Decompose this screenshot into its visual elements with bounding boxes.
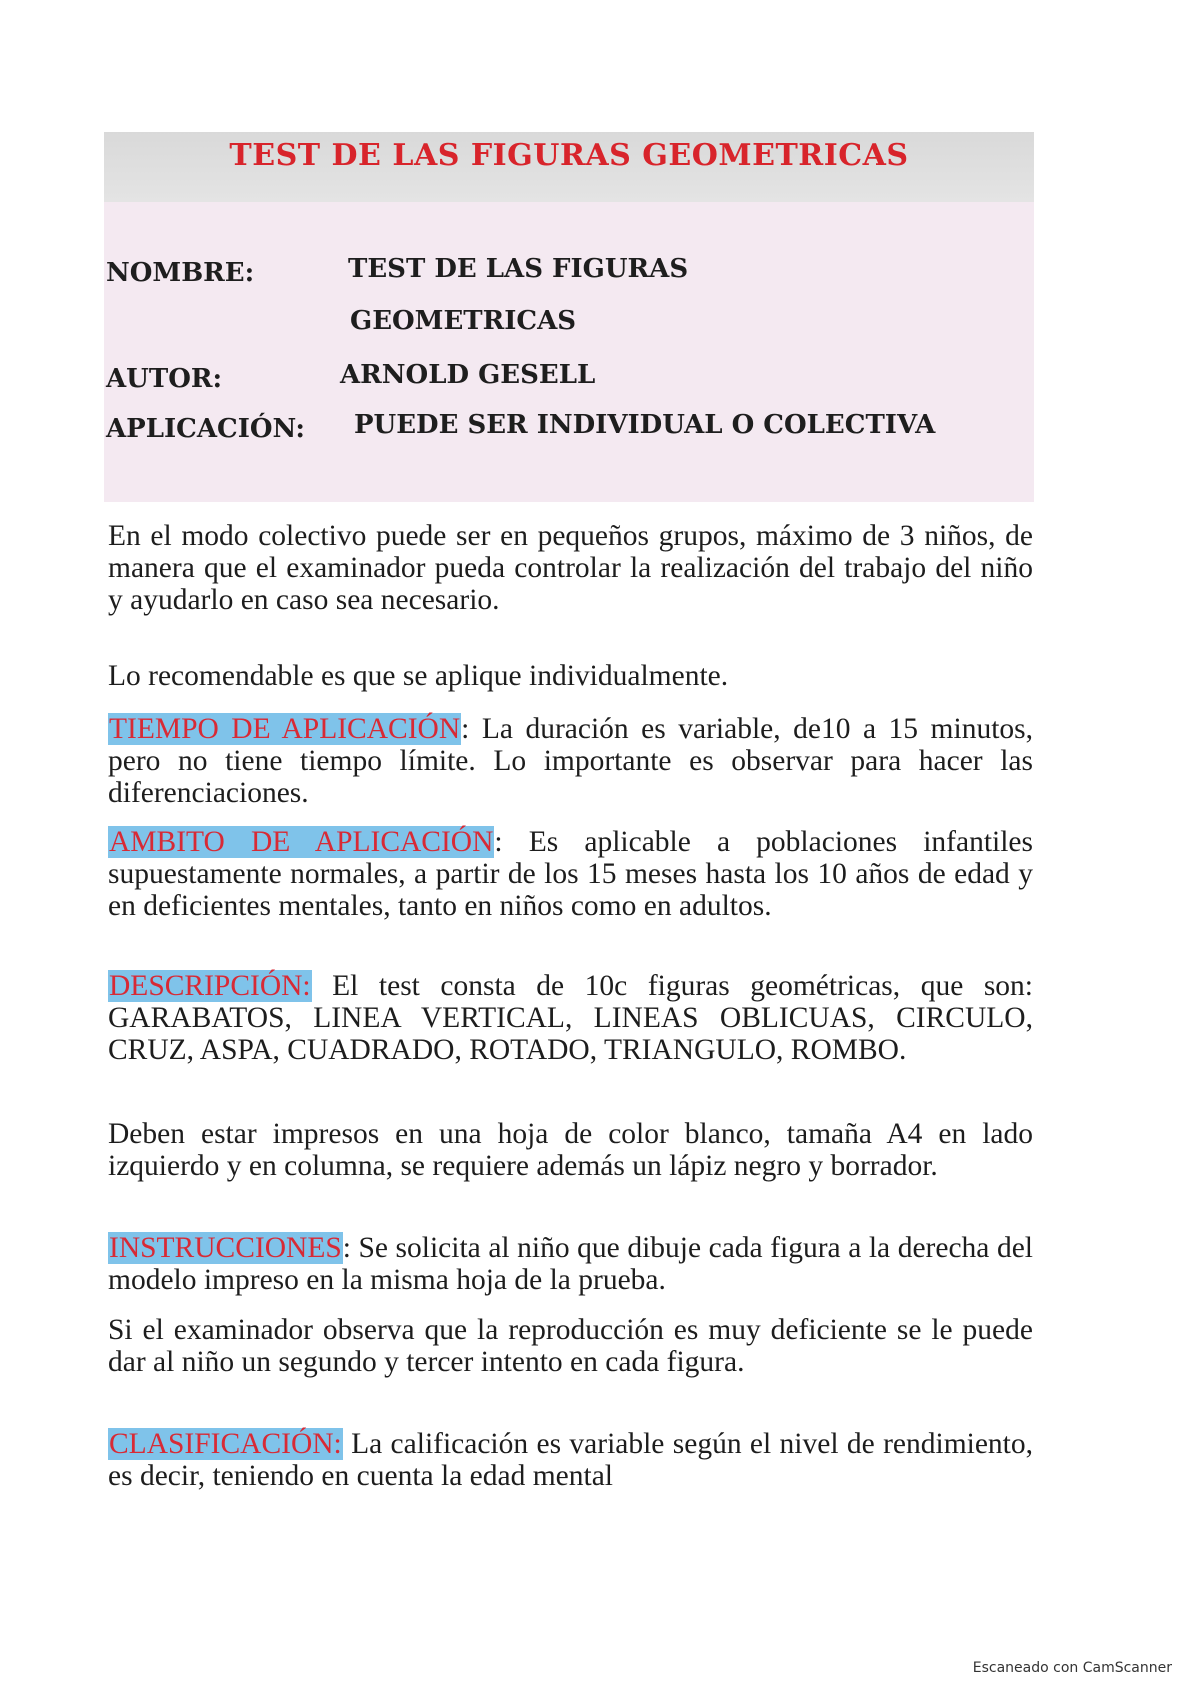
nombre-value-line-2: GEOMETRICAS <box>350 306 577 336</box>
paragraph-modo-colectivo: En el modo colectivo puede ser en pequeños grupos, máximo de 3 niños, de manera que el examinador pueda controlar la realización del trabajo del niño y ayudarlo en caso sea necesario. <box>108 520 1033 616</box>
nombre-value-line-1: TEST DE LAS FIGURAS <box>348 254 689 284</box>
camscanner-footer: Escaneado con CamScanner <box>972 1660 1172 1676</box>
instrucciones-text: : Se solicita al niño que dibuje cada figura a la derecha del modelo impreso en la misma hoja de la prueba. <box>108 1232 1033 1296</box>
paragraph-clasificacion <box>108 1428 1033 1492</box>
aplicacion-value: PUEDE SER INDIVIDUAL O COLECTIVA <box>354 410 936 440</box>
instrucciones-label-highlight: INSTRUCCIONES <box>109 1232 342 1264</box>
meta-band <box>104 202 1034 502</box>
paragraph-descripcion <box>108 970 1033 1066</box>
descripcion-text: El test consta de 10c figuras geométricas, que son: GARABATOS, LINEA VERTICAL, LINEAS OBLICUAS, CIRCULO, CRUZ, ASPA, CUADRADO, ROTADO, TRIANGULO, ROMBO. <box>108 970 1033 1066</box>
document-title: TEST DE LAS FIGURAS GEOMETRICAS <box>229 138 909 173</box>
autor-label: AUTOR: <box>106 364 223 394</box>
paragraph-recomendable: Lo recomendable es que se aplique individualmente. <box>108 660 729 692</box>
nombre-label: NOMBRE: <box>106 258 255 288</box>
clasificacion-label-highlight: CLASIFICACIÓN: <box>109 1428 342 1460</box>
paragraph-tiempo <box>108 713 1033 809</box>
ambito-label-highlight: AMBITO DE APLICACIÓN <box>109 826 494 858</box>
paragraph-instrucciones <box>108 1232 1033 1296</box>
tiempo-text: : La duración es variable, de10 a 15 minutos, pero no tiene tiempo límite. Lo importante es observar para hacer las diferenciaciones. <box>108 713 1033 809</box>
tiempo-label-highlight: TIEMPO DE APLICACIÓN <box>109 713 461 745</box>
autor-value: ARNOLD GESELL <box>340 360 596 390</box>
ambito-text: : Es aplicable a poblaciones infantiles supuestamente normales, a partir de los 15 meses hasta los 10 años de edad y en deficientes mentales, tanto en niños como en adultos. <box>108 826 1033 922</box>
paragraph-examinador: Si el examinador observa que la reproducción es muy deficiente se le puede dar al niño un segundo y tercer intento en cada figura. <box>108 1314 1033 1378</box>
paragraph-ambito <box>108 826 1033 922</box>
clasificacion-text: La calificación es variable según el nivel de rendimiento, es decir, teniendo en cuenta la edad mental <box>108 1428 1033 1492</box>
paragraph-impresos: Deben estar impresos en una hoja de color blanco, tamaña A4 en lado izquierdo y en columna, se requiere además un lápiz negro y borrador. <box>108 1118 1033 1182</box>
descripcion-label-highlight: DESCRIPCIÓN: <box>109 970 311 1002</box>
aplicacion-label: APLICACIÓN: <box>106 414 305 444</box>
